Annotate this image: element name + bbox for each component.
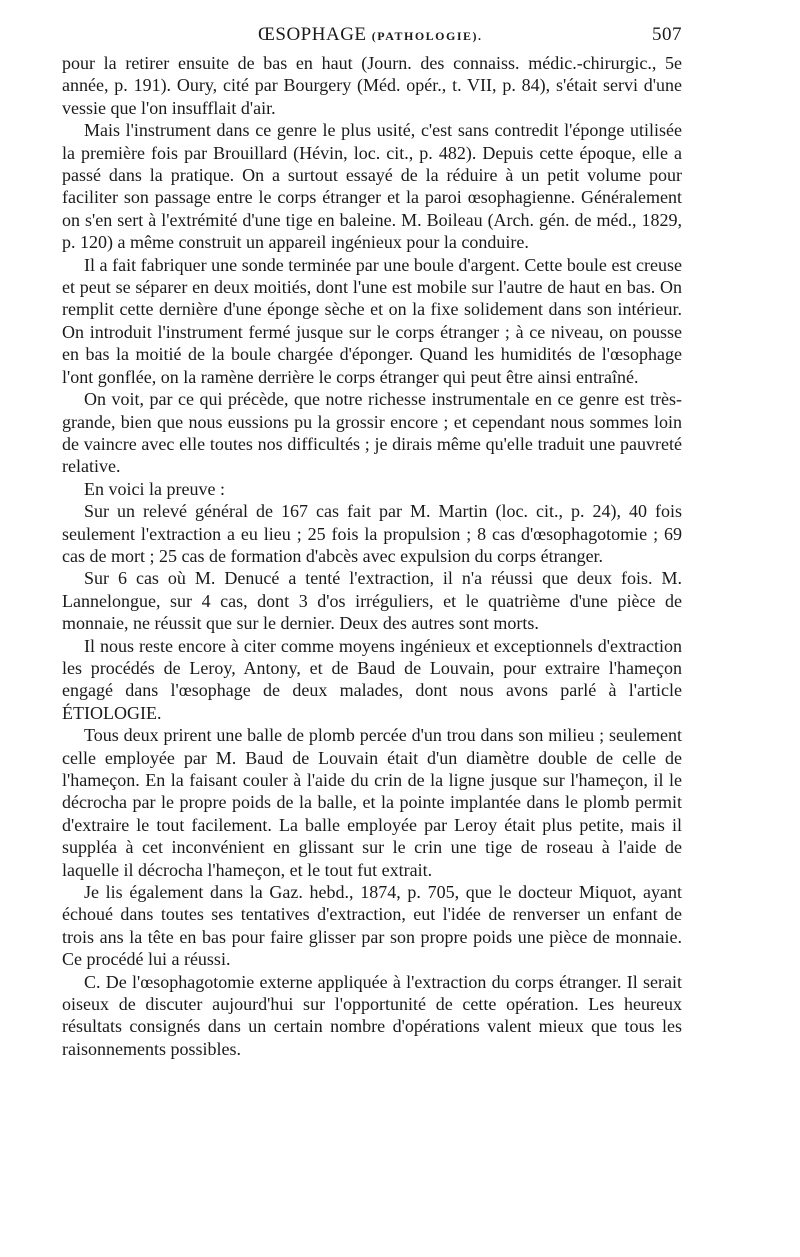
paragraph: Il a fait fabriquer une sonde terminée par une boule d'argent. Cette boule est creuse et peut se séparer en deux moitiés, dont l'une est mobile sur l'autre de haut en bas. On remplit cette dernière d'une éponge sèche et on la fixe solidement dans son intérieur. On introduit l'instrument fermé jusque sur le corps étranger ; à ce niveau, on pousse en bas la moitié de la boule chargée d'éponger. Quand les humidités de l'œsophage l'ont gonflée, on la ramène derrière le corps étranger qui peut être ainsi entraîné. bbox=[62, 254, 682, 387]
paragraph: C. De l'œsophagotomie externe appliquée à l'extraction du corps étranger. Il serait oiseux de discuter aujourd'hui sur l'opportunité de cette opération. Les heureux résultats consignés dans un certain nombre d'opérations valent mieux que tous les raisonnements possibles. bbox=[62, 971, 682, 1059]
running-title-main: ŒSOPHAGE bbox=[258, 24, 367, 45]
paragraph: En voici la preuve : bbox=[84, 478, 225, 499]
paragraph: Tous deux prirent une balle de plomb percée d'un trou dans son milieu ; seulement celle employée par M. Baud de Louvain était d'un diamètre double de celle de l'hameçon. En la faisant couler à l'aide du crin de la ligne jusque sur l'hameçon, il le décrocha par le propre poids de la balle, et la pointe implantée dans le plomb permit d'extraire le tout facilement. La balle employée par Leroy était plus petite, mais il suppléa à cet inconvénient en glissant sur le crin une tige de roseau à l'aide de laquelle il décrocha l'hameçon, et le tout fut extrait. bbox=[62, 725, 682, 880]
paragraph: Mais l'instrument dans ce genre le plus usité, c'est sans contredit l'éponge utilisée la première fois par Brouillard (Hévin, loc. cit., p. 482). Depuis cette époque, elle a passé dans la pratique. On a surtout essayé de la réduire à un petit volume pour faciliter son passage entre le corps étranger et la paroi œsophagienne. Généralement on s'en sert à l'extrémité d'une tige en baleine. M. Boileau (Arch. gén. de méd., 1829, p. 120) a même construit un appareil ingénieux pour la conduire. bbox=[62, 120, 682, 253]
paragraph: On voit, par ce qui précède, que notre richesse instrumentale en ce genre est très-grande, bien que nous eussions pu la grossir encore ; et cependant nous sommes loin de vaincre avec elle toutes nos difficultés ; je dirais même qu'elle traduit une pauvreté relative. bbox=[62, 389, 682, 477]
book-page bbox=[62, 18, 682, 1060]
paragraph: Il nous reste encore à citer comme moyens ingénieux et exceptionnels d'extraction les procédés de Leroy, Antony, et de Baud de Louvain, pour extraire l'hameçon engagé dans l'œsophage de deux malades, dont nous avons parlé à l'article ÉTIOLOGIE. bbox=[62, 635, 682, 723]
paragraph: Je lis également dans la Gaz. hebd., 1874, p. 705, que le docteur Miquot, ayant échoué dans toutes ses tentatives d'extraction, eut l'idée de renverser un enfant de trois ans la tête en bas pour faire glisser par son propre poids une pièce de monnaie. Ce procédé lui a réussi. bbox=[62, 882, 682, 970]
running-header bbox=[62, 18, 682, 52]
running-title-subtitle: (PATHOLOGIE). bbox=[371, 29, 483, 43]
paragraph: Sur 6 cas où M. Denucé a tenté l'extraction, il n'a réussi que deux fois. M. Lannelongue, sur 4 cas, dont 3 d'os irréguliers, et le quatrième d'une pièce de monnaie, ne réussit que sur le dernier. Deux des autres sont morts. bbox=[62, 568, 682, 634]
paragraph: Sur un relevé général de 167 cas fait par M. Martin (loc. cit., p. 24), 40 fois seulement l'extraction a eu lieu ; 25 fois la propulsion ; 8 cas d'œsophagotomie ; 69 cas de mort ; 25 cas de formation d'abcès avec expulsion du corps étranger. bbox=[62, 501, 682, 566]
page-number: 507 bbox=[652, 24, 682, 45]
body-text bbox=[62, 52, 682, 1060]
running-title bbox=[258, 24, 483, 46]
paragraph: pour la retirer ensuite de bas en haut (Journ. des connaiss. médic.-chirurgic., 5e année, p. 191). Oury, cité par Bourgery (Méd. opér., t. VII, p. 84), s'était servi d'une vessie que l'on insufflait d'air. bbox=[62, 53, 682, 118]
